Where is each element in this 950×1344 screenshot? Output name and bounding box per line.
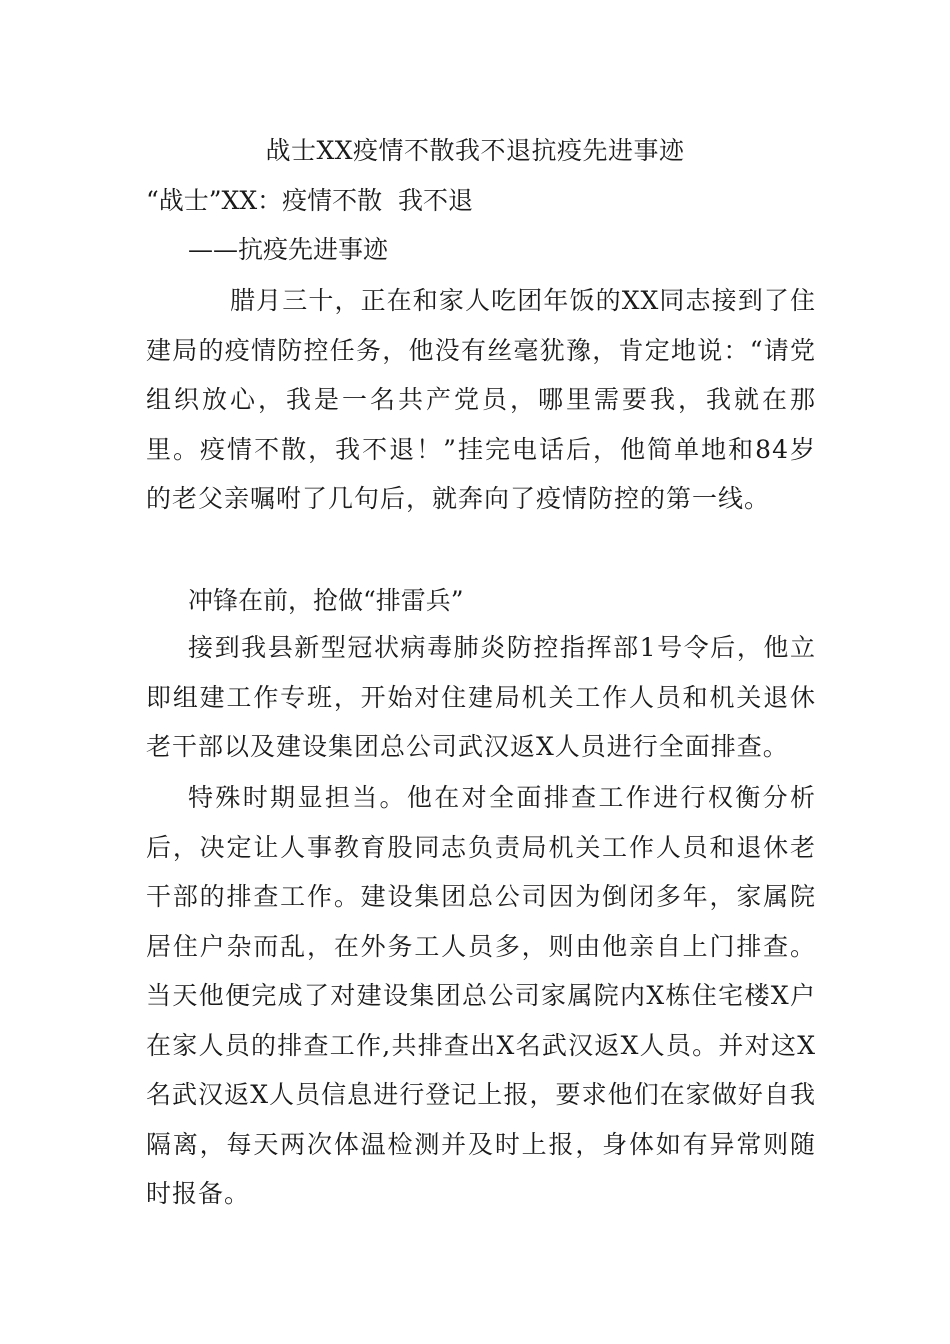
document-title: 战士XX疫情不散我不退抗疫先进事迹	[265, 136, 685, 165]
document-subtitle: “战士”XX：疫情不散 我不退	[146, 186, 474, 215]
document-byline: ——抗疫先进事迹	[188, 235, 389, 264]
body-paragraph-2: 特殊时期显担当。他在对全面排查工作进行权衡分析后，决定让人事教育股同志负责局机关工作人员和退休老干部的排查工作。建设集团总公司因为倒闭多年，家属院居住户杂而乱，在外务工人员多，则由他亲自上门排查。当天他便完成了对建设集团总公司家属院内X栋住宅楼X户在家人员的排查工作,共排查出X名武汉返X人员。并对这X名武汉返X人员信息进行登记上报，要求他们在家做好自我隔离，每天两次体温检测并及时上报，身体如有异常则随时报备。	[146, 783, 816, 1208]
intro-paragraph: 腊月三十，正在和家人吃团年饭的XX同志接到了住建局的疫情防控任务，他没有丝毫犹豫，肯定地说：“请党组织放心，我是一名共产党员，哪里需要我，我就在那里。疫情不散，我不退！”挂完电话后，他简单地和84岁的老父亲嘱咐了几句后，就奔向了疫情防控的第一线。	[146, 286, 816, 513]
section-heading: 冲锋在前，抢做“排雷兵”	[188, 586, 464, 615]
body-paragraph-1: 接到我县新型冠状病毒肺炎防控指挥部1号令后，他立即组建工作专班，开始对住建局机关工作人员和机关退休老干部以及建设集团总公司武汉返X人员进行全面排查。	[146, 633, 816, 761]
